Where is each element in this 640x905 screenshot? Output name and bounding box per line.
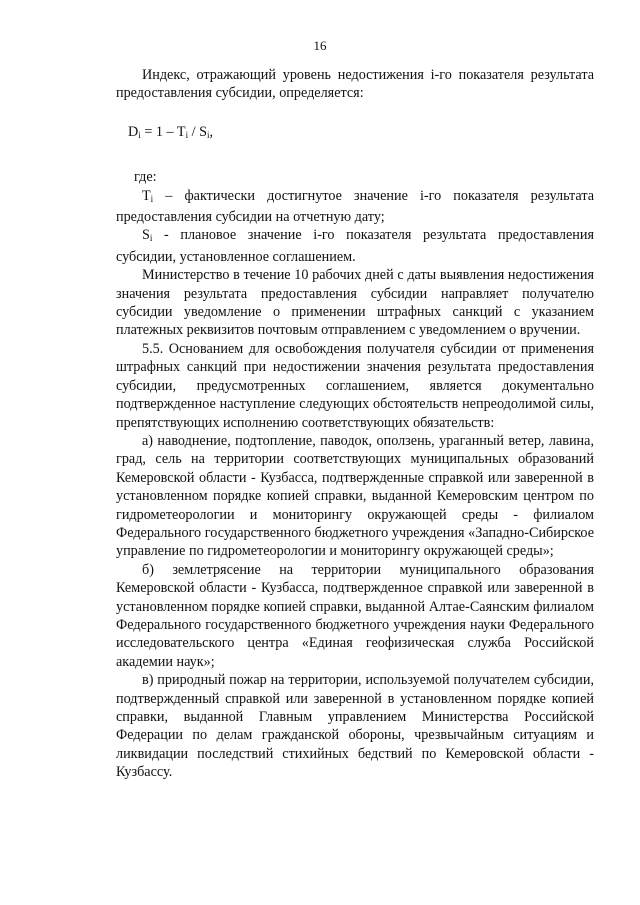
formula-s-subscript: i — [207, 129, 210, 140]
list-item-a: а) наводнение, подтопление, паводок, оползень, ураганный ветер, лавина, град, сель на территории соответствующих муниципальных образований Кемеровской области - Кузбасса, подтвержденные справкой или заверенной в установленном порядке копией справки, выданной Кемеровским центром по гидрометеорологии и мониторингу окружающей среды - филиалом Федерального государственного бюджетного учреждения «Западно-Сибирское управление по гидрометеорологии и мониторингу окружающей среды»; — [116, 432, 594, 560]
formula — [116, 123, 594, 144]
paragraph-ministry-notification: Министерство в течение 10 рабочих дней с даты выявления недостижения значения результата предоставления субсидии направляет получателю субсидии уведомление о применении штрафных санкций с указанием платежных реквизитов почтовым отправлением с уведомлением о вручении. — [116, 267, 594, 339]
paragraph-5-5: 5.5. Основанием для освобождения получателя субсидии от применения штрафных санкций при недостижении значения результата предоставления субсидии, предусмотренных соглашением, является документально подтвержденное наступление следующих обстоятельств непреодолимой силы, препятствующих исполнению соответствующих обязательств: — [116, 340, 594, 431]
t-definition-text: – фактически достигнутое значение i-го показателя результата предоставления субсидии на отчетную дату; — [116, 187, 594, 226]
list-item-c: в) природный пожар на территории, используемой получателем субсидии, подтвержденный справкой или заверенной в установленном порядке копией справки, выданной Главным управлением Министерства Российской Федерации по делам гражданской обороны, чрезвычайным ситуациям и ликвидации последствий стихийных бедствий по Кемеровской области - Кузбассу. — [116, 672, 594, 781]
s-symbol: S — [142, 227, 150, 244]
list-item-b: б) землетрясение на территории муниципального образования Кемеровской области - Кузбасса, подтвержденное справкой или заверенной в установленном порядке копией справки, выданной Алтае-Саянским филиалом Федерального государственного бюджетного учреждения науки Федерального исследовательского центра «Единая геофизическая служба Российской академии наук»; — [116, 561, 594, 670]
formula-t: = 1 – T — [140, 123, 186, 140]
s-subscript: i — [149, 233, 153, 244]
page-number: 16 — [313, 38, 327, 53]
s-definition-text: - плановое значение i-го показателя результата предоставления субсидии, установленное соглашением. — [116, 227, 594, 265]
paragraph-index-definition: Индекс, отражающий уровень недостижения i-го показателя результата предоставления субсидии, определяется: — [116, 67, 594, 102]
formula-end: , — [209, 123, 214, 140]
t-symbol: T — [142, 187, 151, 204]
t-subscript: i — [150, 193, 154, 204]
formula-s: / S — [188, 123, 208, 140]
formula-d: D — [128, 123, 139, 140]
t-definition — [116, 187, 594, 227]
where-label: где: — [134, 169, 157, 186]
document-body — [116, 66, 594, 782]
formula-d-subscript: i — [138, 129, 141, 140]
s-definition — [116, 226, 594, 266]
formula-t-subscript: i — [185, 129, 189, 140]
